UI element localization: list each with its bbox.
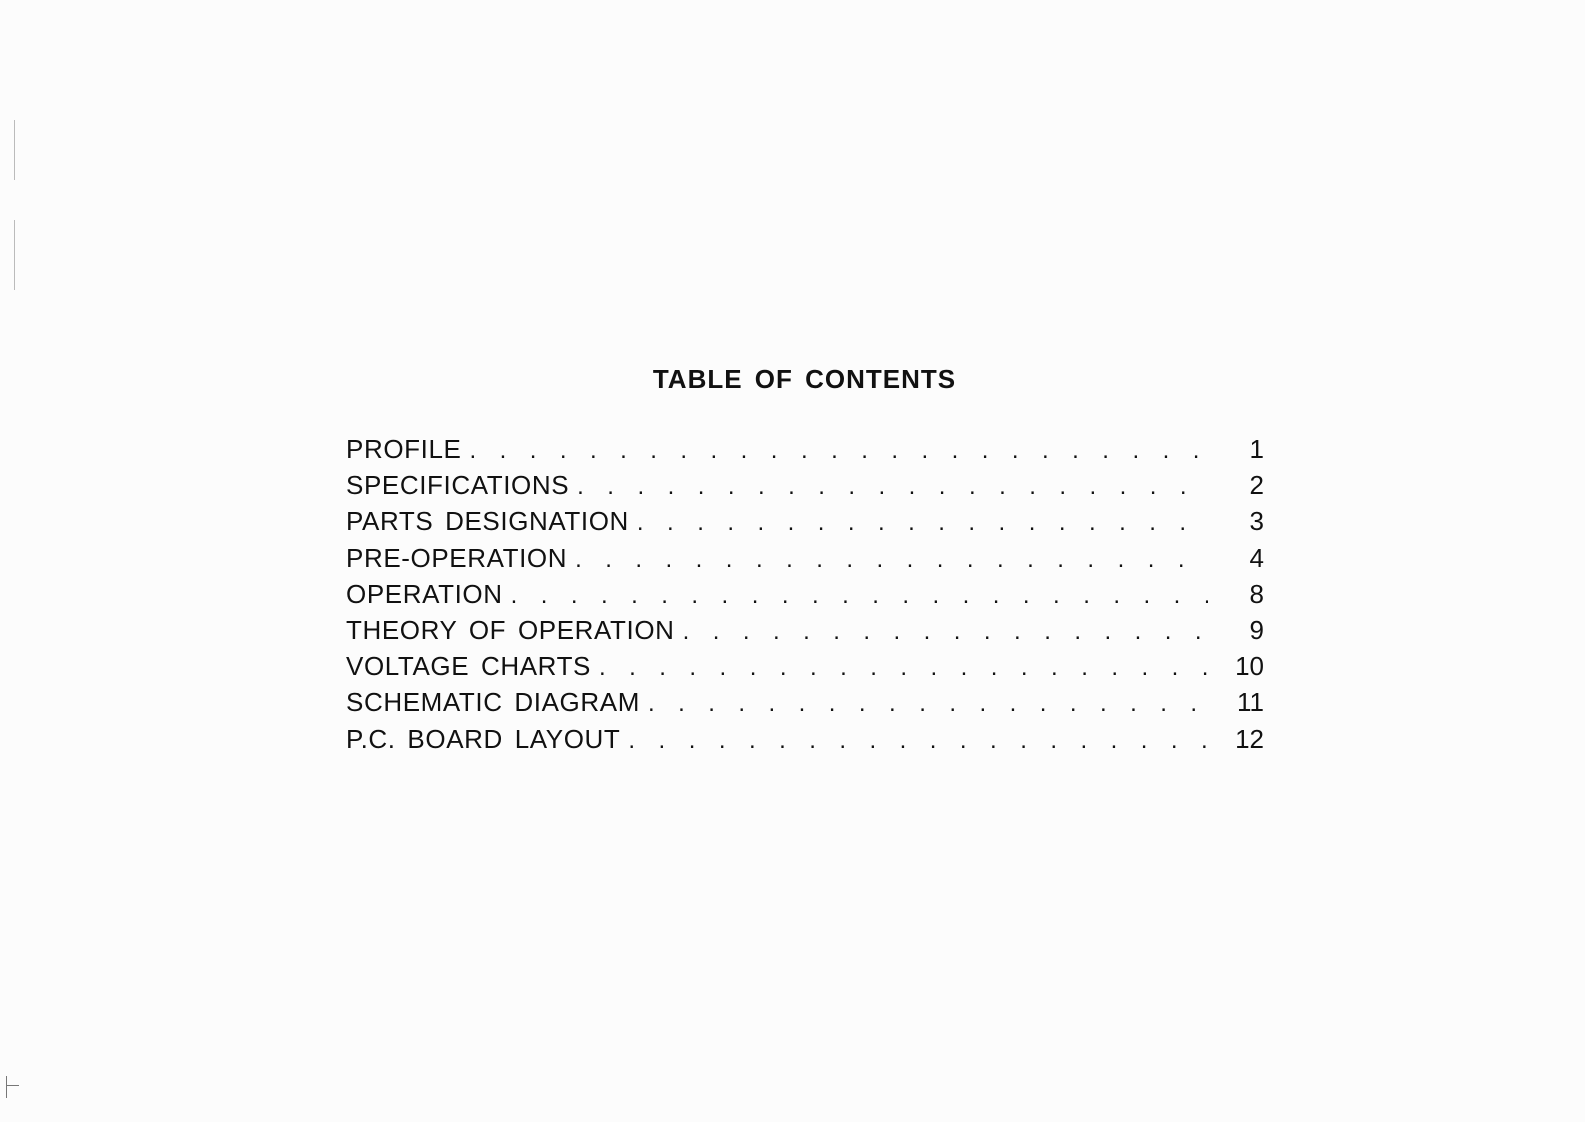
toc-entry-label: PROFILE <box>346 434 462 464</box>
toc-entry <box>346 506 1264 542</box>
toc-entry-label: VOLTAGE CHARTS <box>346 651 592 682</box>
toc-entry-label: THEORY OF OPERATION <box>346 614 675 645</box>
toc-entry <box>346 651 1264 687</box>
dot-leader <box>575 546 1208 574</box>
toc-entry-page: 1 <box>1249 434 1264 464</box>
toc-entry-page: 10 <box>1235 651 1264 682</box>
toc-entry-label: PRE-OPERATION <box>346 542 568 573</box>
toc-entry-label: SCHEMATIC DIAGRAM <box>346 687 640 718</box>
dot-leader <box>469 437 1208 465</box>
toc-entry-label: PARTS DESIGNATION <box>346 506 629 537</box>
toc-entry <box>346 687 1264 723</box>
toc-entry-page: 12 <box>1235 723 1264 754</box>
toc-entry-label: SPECIFICATIONS <box>346 470 570 501</box>
dot-leader <box>683 618 1208 646</box>
toc-entry <box>346 543 1264 579</box>
dot-leader <box>628 727 1208 755</box>
toc-entry <box>346 579 1264 615</box>
scan-edge-mark <box>14 120 15 180</box>
dot-leader <box>637 509 1208 537</box>
toc-entry <box>346 724 1264 760</box>
scan-edge-mark <box>14 220 15 290</box>
toc-entry-label: OPERATION <box>346 578 503 609</box>
dot-leader <box>577 473 1208 501</box>
toc-entry-label: P.C. BOARD LAYOUT <box>346 723 621 754</box>
dot-leader <box>648 690 1208 718</box>
crop-mark <box>6 1076 21 1098</box>
toc-entry <box>346 470 1264 506</box>
toc-entry <box>346 615 1264 651</box>
toc-entry <box>346 434 1264 470</box>
toc-list <box>346 434 1264 760</box>
page-title: TABLE OF CONTENTS <box>652 364 957 394</box>
toc-entry-page: 8 <box>1249 578 1264 609</box>
toc-entry-page: 2 <box>1249 470 1264 501</box>
toc-entry-page: 4 <box>1249 542 1264 573</box>
toc-entry-page: 3 <box>1249 506 1264 537</box>
toc-entry-page: 9 <box>1249 614 1264 645</box>
toc-entry-page: 11 <box>1237 687 1264 718</box>
dot-leader <box>511 582 1208 610</box>
dot-leader <box>599 654 1208 682</box>
